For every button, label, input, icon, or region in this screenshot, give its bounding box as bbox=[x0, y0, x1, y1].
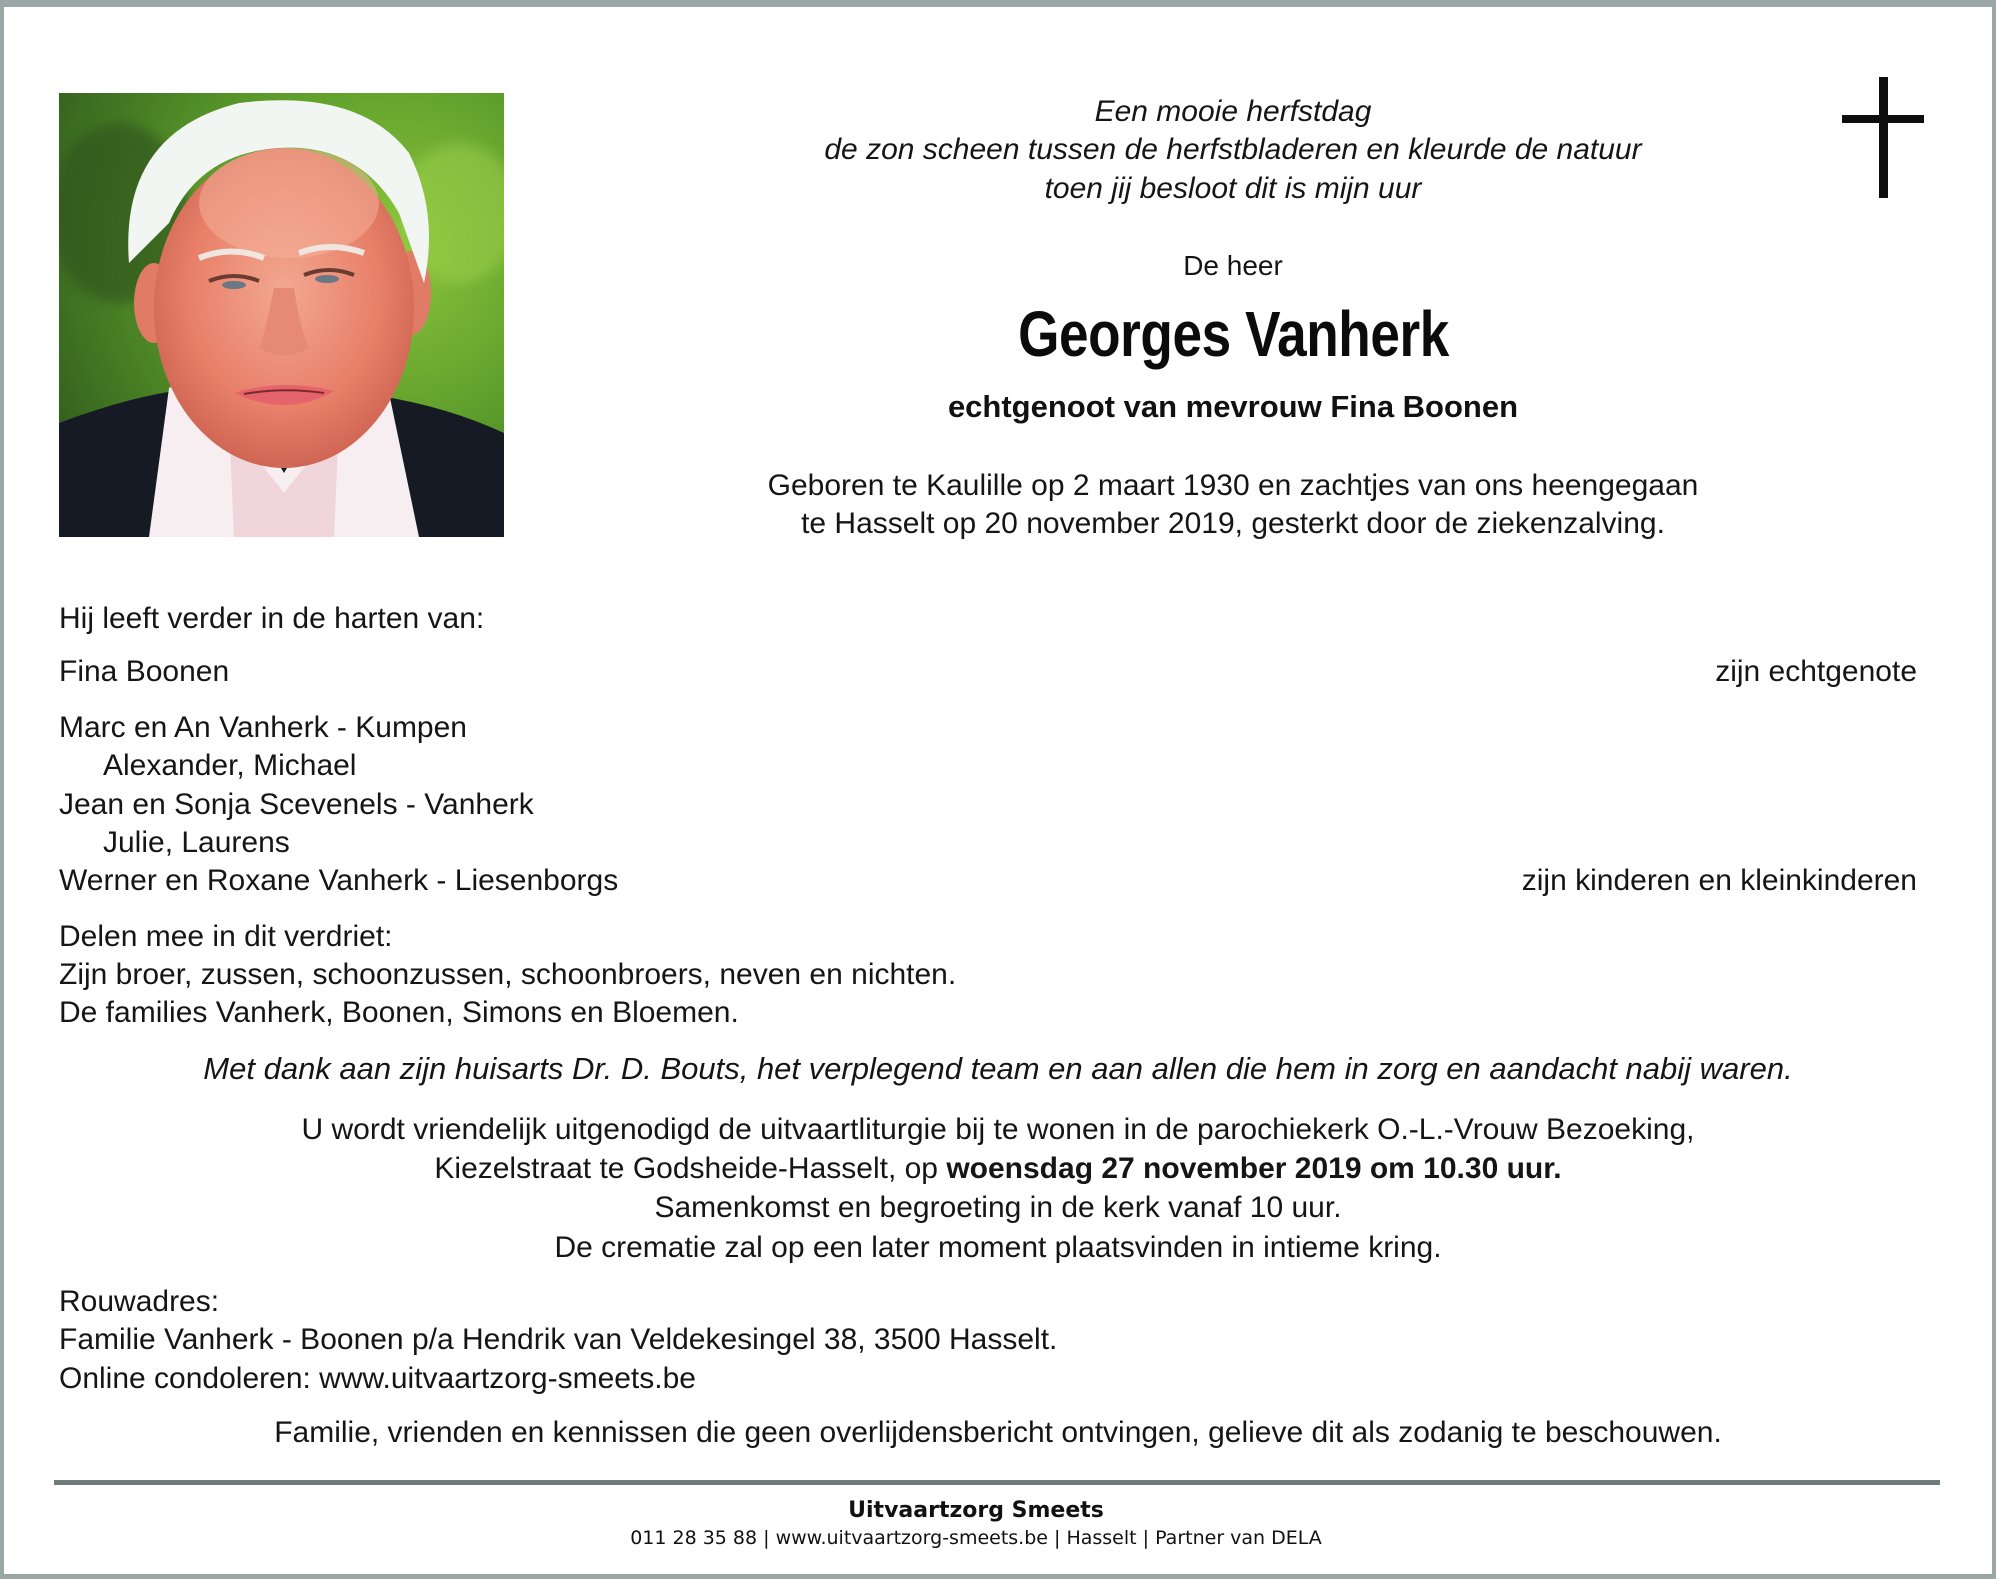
sharing-intro: Delen mee in dit verdriet: bbox=[59, 920, 393, 953]
gathering-line: Samenkomst en begroeting in de kerk vanaf 10 uur. bbox=[654, 1191, 1342, 1224]
poem-line: Een mooie herfstdag bbox=[1094, 95, 1372, 128]
honorific: De heer bbox=[1183, 250, 1283, 281]
notice-line: Familie, vrienden en kennissen die geen overlijdensbericht ontvingen, gelieve dit als zodanig te beschouwen. bbox=[274, 1416, 1722, 1449]
portrait-photo bbox=[59, 93, 504, 537]
poem-line: toen jij besloot dit is mijn uur bbox=[1044, 172, 1422, 205]
sharing-line: De families Vanherk, Boonen, Simons en Bloemen. bbox=[59, 996, 739, 1029]
children-relation: zijn kinderen en kleinkinderen bbox=[1521, 864, 1917, 897]
cremation-line: De crematie zal op een later moment plaatsvinden in intieme kring. bbox=[554, 1231, 1442, 1264]
child-couple: Jean en Sonja Scevenels - Vanherk bbox=[59, 788, 534, 821]
grandchildren: Alexander, Michael bbox=[103, 749, 357, 782]
deceased-name: Georges Vanherk bbox=[1017, 298, 1449, 370]
funeral-invitation: U wordt vriendelijk uitgenodigd de uitvaartliturgie bij te wonen in de parochiekerk O.-L.-Vrouw Bezoeking, bbox=[301, 1113, 1695, 1146]
funeral-location: Kiezelstraat te Godsheide-Hasselt, op bbox=[434, 1152, 947, 1185]
online-condolence-line: Online condoleren: www.uitvaartzorg-smeets.be bbox=[59, 1362, 696, 1395]
footer-separator bbox=[54, 1480, 1940, 1485]
funeral-home-name: Uitvaartzorg Smeets bbox=[848, 1498, 1104, 1523]
spouse-name: Fina Boonen bbox=[59, 655, 230, 688]
thanks-line: Met dank aan zijn huisarts Dr. D. Bouts, het verplegend team en aan allen die hem in zorg en aandacht nabij waren. bbox=[203, 1051, 1793, 1086]
survivors-intro: Hij leeft verder in de harten van: bbox=[59, 602, 485, 635]
address-label: Rouwadres: bbox=[59, 1285, 220, 1318]
sharing-line: Zijn broer, zussen, schoonzussen, schoonbroers, neven en nichten. bbox=[59, 958, 957, 991]
poem-line: de zon scheen tussen de herfstbladeren en kleurde de natuur bbox=[824, 133, 1642, 166]
birth-line: Geboren te Kaulille op 2 maart 1930 en zachtjes van ons heengegaan bbox=[767, 469, 1699, 502]
funeral-datetime: woensdag 27 november 2019 om 10.30 uur. bbox=[946, 1152, 1562, 1185]
address-line: Familie Vanherk - Boonen p/a Hendrik van Veldekesingel 38, 3500 Hasselt. bbox=[59, 1323, 1058, 1356]
spouse-relation: zijn echtgenote bbox=[1715, 655, 1917, 688]
spouse-line: echtgenoot van mevrouw Fina Boonen bbox=[947, 389, 1519, 424]
death-line: te Hasselt op 20 november 2019, gesterkt door de ziekenzalving. bbox=[801, 507, 1665, 540]
child-couple: Werner en Roxane Vanherk - Liesenborgs bbox=[59, 864, 619, 897]
deceased-name-wrap bbox=[470, 299, 1996, 382]
grandchildren: Julie, Laurens bbox=[103, 826, 290, 859]
funeral-date-line bbox=[0, 1150, 1996, 1188]
funeral-home-contact: 011 28 35 88 | www.uitvaartzorg-smeets.be | Hasselt | Partner van DELA bbox=[630, 1527, 1322, 1549]
child-couple: Marc en An Vanherk - Kumpen bbox=[59, 711, 467, 744]
